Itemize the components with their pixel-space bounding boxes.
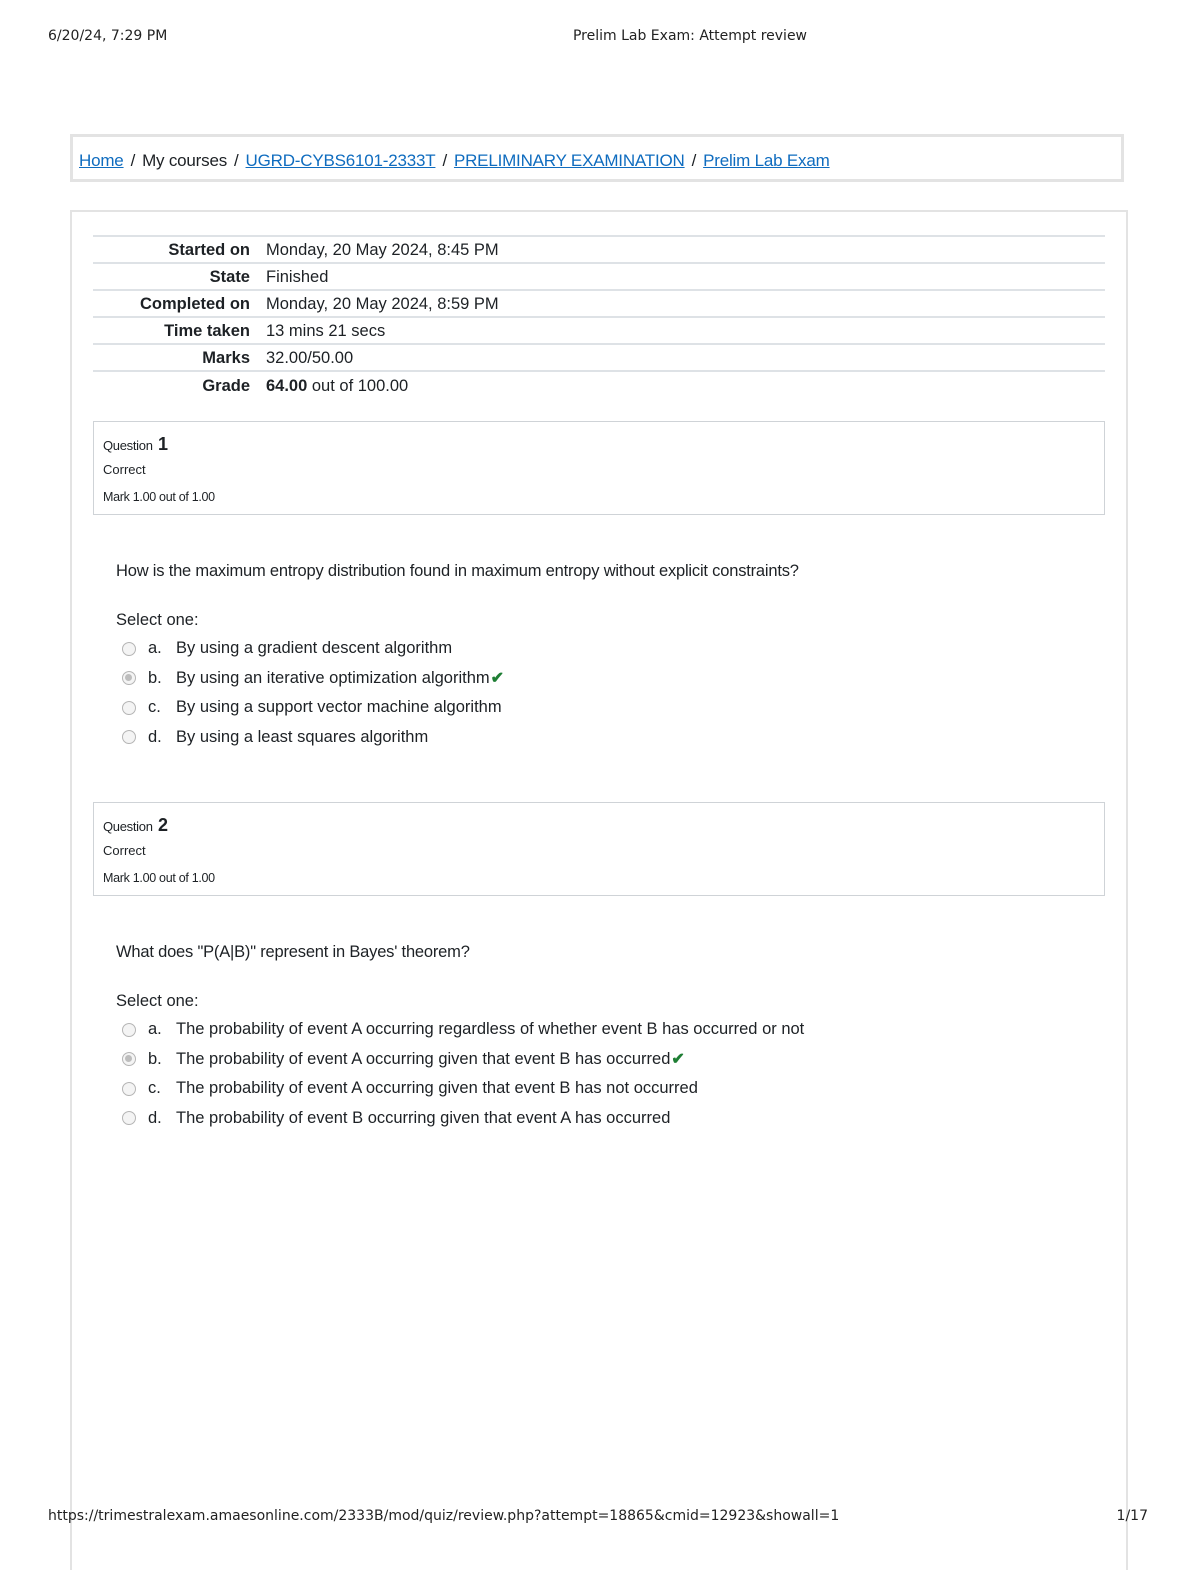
breadcrumb-separator: / — [691, 151, 697, 170]
breadcrumb-section-link[interactable]: PRELIMINARY EXAMINATION — [453, 151, 685, 170]
summary-label: Started on — [168, 241, 250, 259]
grade-score: 64.00 — [266, 376, 308, 395]
radio-button-icon[interactable] — [122, 1052, 136, 1066]
summary-value: 13 mins 21 secs — [266, 322, 386, 340]
print-title: Prelim Lab Exam: Attempt review — [572, 28, 808, 44]
question-2-info — [93, 802, 1105, 896]
summary-row-started — [93, 236, 1105, 263]
question-prefix: Question — [103, 819, 153, 834]
answer-letter: c. — [148, 698, 161, 717]
summary-label: Completed on — [140, 295, 250, 313]
breadcrumb-home-link[interactable]: Home — [79, 151, 124, 170]
answer-letter: d. — [148, 1108, 162, 1127]
answer-option[interactable] — [122, 664, 504, 694]
summary-value: Finished — [266, 268, 329, 286]
answer-option[interactable] — [122, 1045, 804, 1075]
breadcrumb-my-courses: My courses — [142, 151, 228, 170]
radio-button-icon[interactable] — [122, 1082, 136, 1096]
breadcrumb-separator: / — [234, 151, 239, 170]
summary-row-state — [93, 263, 1105, 290]
checkmark-icon: ✔ — [671, 1051, 685, 1069]
answer-text: By using an iterative optimization algorithm — [176, 668, 490, 687]
answer-text: By using a support vector machine algorithm — [176, 698, 502, 717]
summary-label: State — [209, 268, 250, 286]
answer-letter: d. — [148, 727, 162, 746]
answer-letter: b. — [148, 1049, 162, 1068]
summary-value — [266, 371, 1105, 398]
summary-value: Monday, 20 May 2024, 8:45 PM — [266, 241, 499, 259]
summary-row-time-taken — [93, 317, 1105, 344]
answer-text: By using a least squares algorithm — [176, 727, 429, 746]
answer-option[interactable] — [122, 693, 504, 723]
breadcrumb — [79, 151, 830, 171]
answer-letter: a. — [148, 1020, 162, 1039]
summary-row-completed — [93, 290, 1105, 317]
question-grade: Mark 1.00 out of 1.00 — [103, 871, 215, 885]
print-datetime: 6/20/24, 7:29 PM — [48, 28, 168, 44]
radio-button-icon[interactable] — [122, 730, 136, 744]
answer-option[interactable] — [122, 723, 504, 753]
answer-letter: b. — [148, 668, 162, 687]
checkmark-icon: ✔ — [490, 670, 505, 688]
breadcrumb-quiz-link[interactable]: Prelim Lab Exam — [703, 151, 830, 170]
question-1-answers — [122, 634, 504, 752]
print-url: https://trimestralexam.amaesonline.com/2333B/mod/quiz/review.php?attempt=18865&cmid=12923&showall=1 — [48, 1508, 840, 1524]
answer-text: The probability of event A occurring regardless of whether event B has occurred or not — [176, 1020, 805, 1039]
attempt-summary-table — [93, 235, 1105, 398]
question-2-prompt: Select one: — [116, 992, 199, 1010]
question-2-answers — [122, 1015, 804, 1133]
summary-label: Grade — [202, 376, 250, 395]
question-number — [103, 434, 168, 455]
answer-text: The probability of event B occurring given that event A has occurred — [176, 1108, 671, 1127]
question-number-value: 1 — [157, 434, 168, 454]
answer-text: By using a gradient descent algorithm — [176, 639, 453, 658]
question-state: Correct — [103, 462, 146, 477]
answer-option[interactable] — [122, 634, 504, 664]
answer-text: The probability of event A occurring given that event B has not occurred — [176, 1079, 698, 1098]
answer-letter: a. — [148, 639, 162, 658]
answer-text: The probability of event A occurring given that event B has occurred — [176, 1049, 671, 1068]
summary-row-marks — [93, 344, 1105, 371]
question-grade: Mark 1.00 out of 1.00 — [103, 490, 215, 504]
breadcrumb-bar — [70, 134, 1124, 182]
radio-button-icon[interactable] — [122, 671, 136, 685]
breadcrumb-separator: / — [130, 151, 136, 170]
question-state: Correct — [103, 843, 146, 858]
question-1-prompt: Select one: — [116, 611, 199, 629]
question-2-text: What does "P(A|B)" represent in Bayes' theorem? — [116, 943, 470, 961]
summary-value: Monday, 20 May 2024, 8:59 PM — [266, 295, 499, 313]
radio-button-icon[interactable] — [122, 1111, 136, 1125]
question-1-info — [93, 421, 1105, 515]
summary-value: 32.00/50.00 — [266, 349, 354, 367]
question-number-value: 2 — [157, 815, 168, 835]
summary-label: Time taken — [164, 322, 250, 340]
summary-row-grade — [93, 371, 1105, 398]
answer-letter: c. — [148, 1079, 161, 1098]
radio-button-icon[interactable] — [122, 701, 136, 715]
breadcrumb-separator: / — [442, 151, 447, 170]
summary-label: Marks — [202, 349, 250, 367]
radio-button-icon[interactable] — [122, 1023, 136, 1037]
answer-option[interactable] — [122, 1104, 804, 1134]
radio-button-icon[interactable] — [122, 642, 136, 656]
breadcrumb-course-link[interactable]: UGRD-CYBS6101-2333T — [245, 151, 436, 170]
question-number — [103, 815, 168, 836]
answer-option[interactable] — [122, 1074, 804, 1104]
grade-out-of: out of 100.00 — [307, 376, 409, 395]
answer-option[interactable] — [122, 1015, 804, 1045]
print-page-number: 1/17 — [1116, 1508, 1148, 1524]
question-prefix: Question — [103, 438, 153, 453]
question-1-text: How is the maximum entropy distribution found in maximum entropy without explicit constraints? — [116, 562, 799, 580]
